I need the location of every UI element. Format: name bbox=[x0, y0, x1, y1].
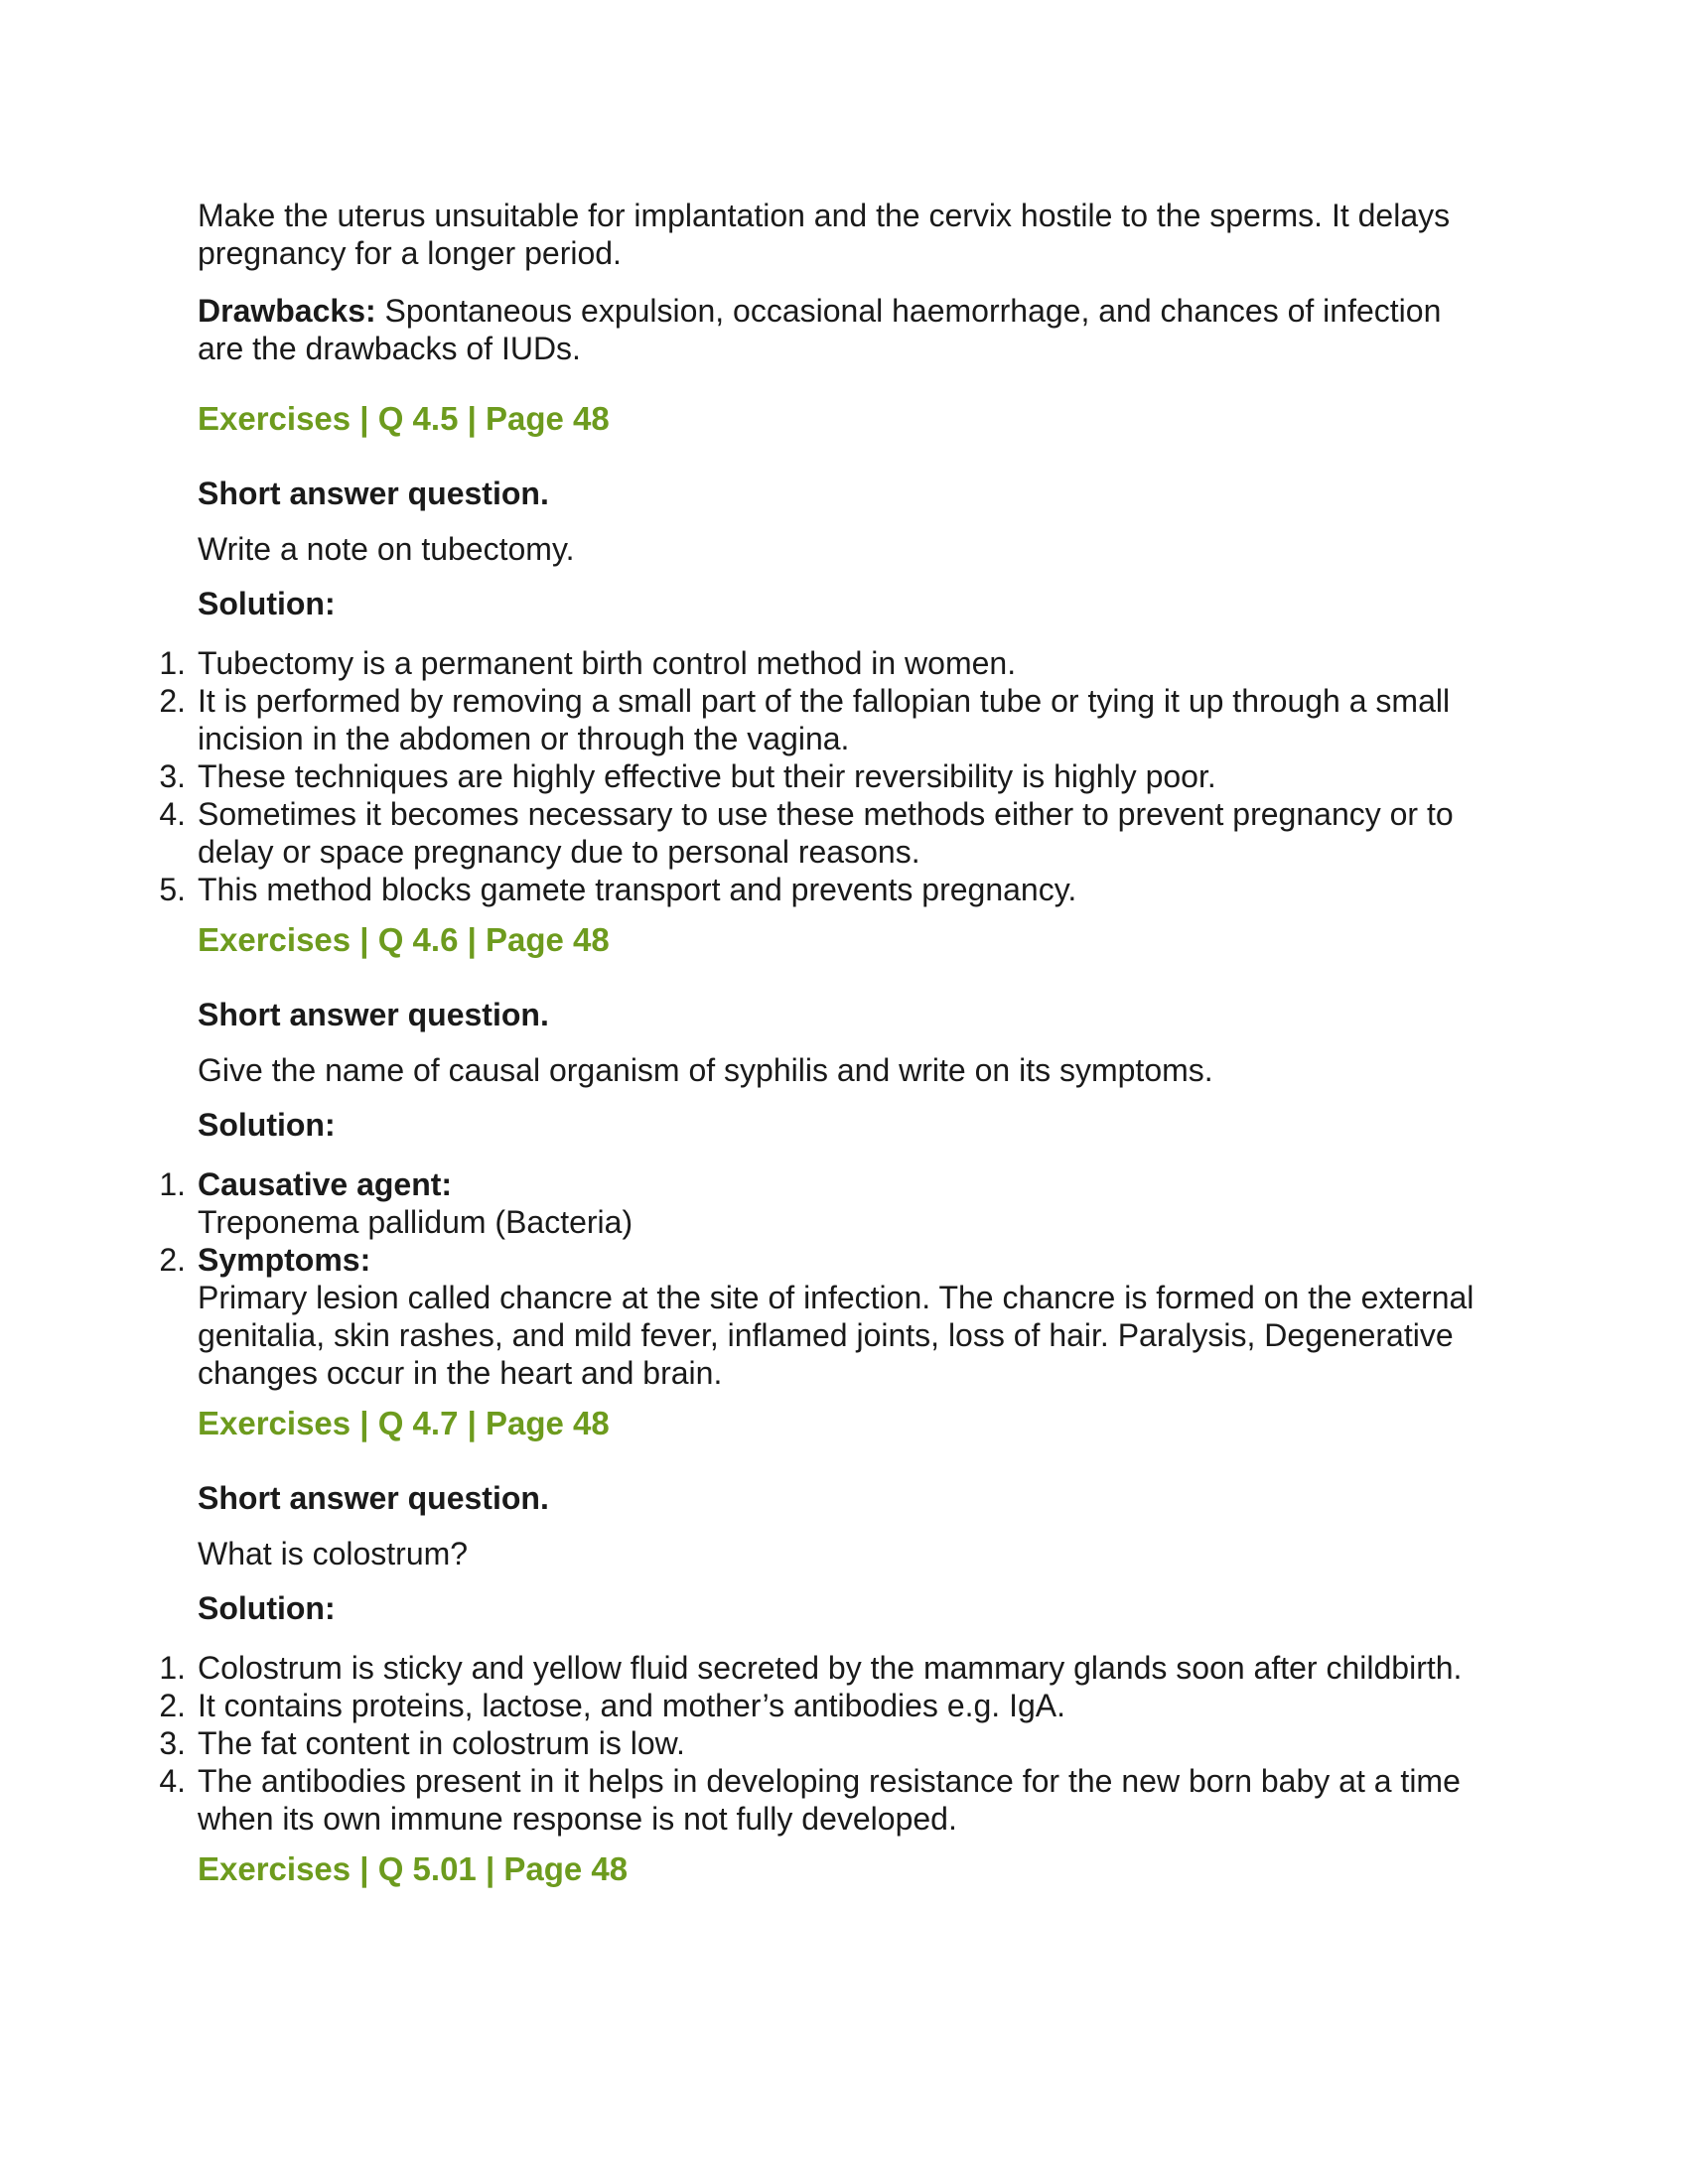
solution-label: Solution: bbox=[198, 1107, 336, 1143]
list-item: 5. This method blocks gamete transport and prevents pregnancy. bbox=[159, 872, 1077, 907]
exercise-heading-next: Exercises | Q 5.01 | Page 48 bbox=[198, 1850, 629, 1887]
question-text: Give the name of causal organism of syphilis and write on its symptoms. bbox=[198, 1052, 1213, 1088]
document-content bbox=[159, 197, 1488, 1889]
exercise-heading: Exercises | Q 4.5 | Page 48 bbox=[198, 400, 610, 437]
list-item: 3. The fat content in colostrum is low. bbox=[159, 1725, 685, 1761]
list-item: 3. These techniques are highly effective but their reversibility is highly poor. bbox=[159, 758, 1216, 794]
intro-paragraph: Make the uterus unsuitable for implantation and the cervix hostile to the sperms. It delays pregnancy for a longer period. bbox=[198, 198, 1451, 271]
question-type-label: Short answer question. bbox=[198, 1480, 549, 1516]
list-item: 2. Symptoms: Primary lesion called chancre at the site of infection. The chancre is formed on the external genitalia, skin rashes, and mild fever, inflamed joints, loss of hair. Paralysis, Degenerative changes occur in the heart and brain. bbox=[159, 1242, 1475, 1391]
exercise-section-q4-7 bbox=[159, 1404, 1488, 1838]
solution-label: Solution: bbox=[198, 586, 336, 621]
list-item: 1. Colostrum is sticky and yellow fluid secreted by the mammary glands soon after childbirth. bbox=[159, 1650, 1463, 1686]
drawbacks-paragraph bbox=[198, 292, 1488, 367]
solution-label: Solution: bbox=[198, 1590, 336, 1626]
list-item: 2. It contains proteins, lactose, and mother’s antibodies e.g. IgA. bbox=[159, 1688, 1065, 1723]
item-label: Causative agent: bbox=[198, 1166, 453, 1202]
question-text: What is colostrum? bbox=[198, 1536, 469, 1571]
question-type-label: Short answer question. bbox=[198, 997, 549, 1032]
exercise-heading: Exercises | Q 4.7 | Page 48 bbox=[198, 1405, 610, 1441]
drawbacks-label: Drawbacks: bbox=[198, 293, 376, 329]
item-label: Symptoms: bbox=[198, 1242, 371, 1278]
solution-list bbox=[159, 1649, 1488, 1838]
exercise-section-q4-5 bbox=[159, 399, 1488, 908]
question-type-label: Short answer question. bbox=[198, 476, 549, 511]
solution-list bbox=[159, 644, 1488, 908]
list-item: 1. Tubectomy is a permanent birth control method in women. bbox=[159, 645, 1017, 681]
solution-list bbox=[159, 1165, 1488, 1392]
list-item: 1. Causative agent: Treponema pallidum (Bacteria) bbox=[159, 1166, 633, 1240]
list-item: 4. The antibodies present in it helps in developing resistance for the new born baby at a time when its own immune response is not fully developed. bbox=[159, 1763, 1461, 1837]
drawbacks-text: Spontaneous expulsion, occasional haemorrhage, and chances of infection are the drawbacks of IUDs. bbox=[198, 293, 1442, 366]
list-item: 4. Sometimes it becomes necessary to use these methods either to prevent pregnancy or to delay or space pregnancy due to personal reasons. bbox=[159, 796, 1454, 870]
question-text: Write a note on tubectomy. bbox=[198, 531, 575, 567]
exercise-section-q4-6 bbox=[159, 920, 1488, 1392]
exercise-heading: Exercises | Q 4.6 | Page 48 bbox=[198, 921, 610, 958]
list-item: 2. It is performed by removing a small part of the fallopian tube or tying it up through a small incision in the abdomen or through the vagina. bbox=[159, 683, 1451, 756]
